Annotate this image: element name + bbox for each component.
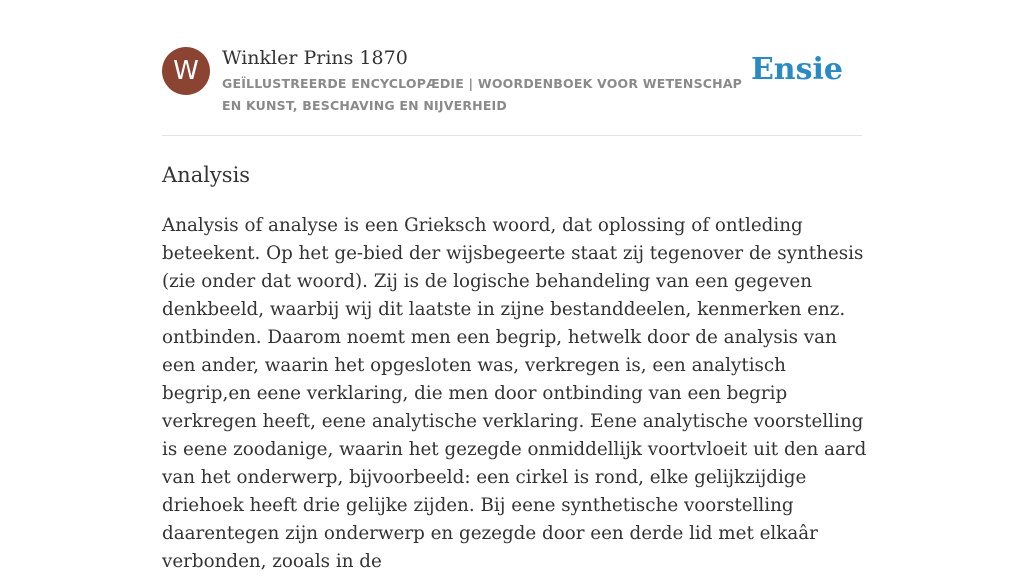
book-title[interactable]: Winkler Prins 1870 — [222, 47, 408, 69]
entry-title: Analysis — [162, 163, 251, 187]
ensie-logo-link[interactable]: Ensie — [750, 52, 843, 87]
book-subtitle: GEÏLLUSTREERDE ENCYCLOPÆDIE | WOORDENBOEK VOOR WETENSCHAP EN KUNST, BESCHAVING EN NIJVERHEID — [222, 76, 743, 113]
entry-body: Analysis of analyse is een Grieksch woord, dat oplossing of ontleding beteekent. Op het ge-bied der wijsbegeerte staat zij tegenover de synthesis (zie onder dat woord). Zij is de logische behandeling van een gegeven denkbeeld, waarbij wij dit laatste in zijne bestanddeelen, kenmerken enz. ontbinden. Daarom noemt men een begrip, hetwelk door de analysis van een ander, waarin het opgesloten was, verkregen is, een analytisch begrip,en eene verklaring, die men door ontbinding van een begrip verkregen heeft, eene analytische verklaring. Eene analytische voorstelling is eene zoodanige, waarin het gezegde onmiddellijk voortvloeit uit den aard van het onderwerp, bijvoorbeeld: een cirkel is rond, elke gelijkzijdige driehoek heeft drie gelijke zijden. Bij eene synthetische voorstelling daarentegen zijn onderwerp en gezegde door een derde lid met elkaâr verbonden, zooals in de — [162, 215, 867, 572]
header-divider — [162, 135, 862, 136]
header — [162, 46, 862, 118]
avatar[interactable]: W — [162, 47, 210, 95]
header-titles — [222, 46, 752, 117]
